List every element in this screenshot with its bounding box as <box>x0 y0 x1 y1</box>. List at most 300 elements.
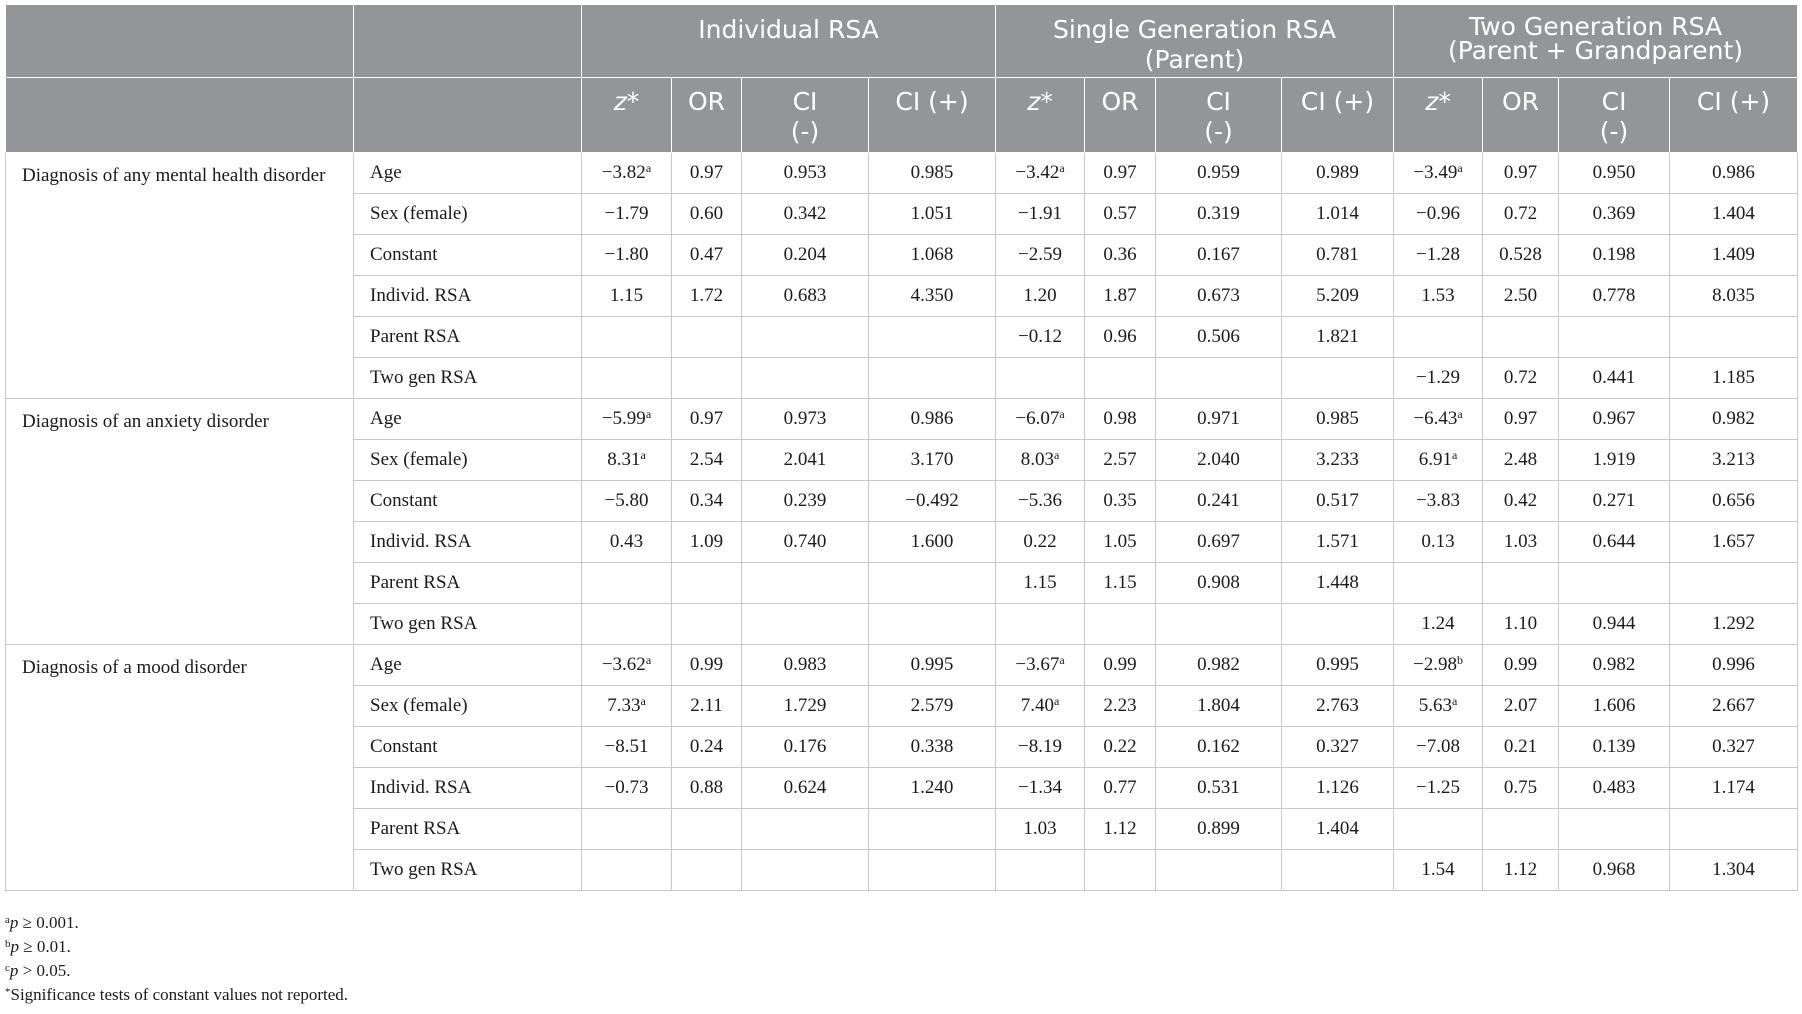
cell-value: 1.068 <box>910 244 954 265</box>
table-cell <box>582 686 672 727</box>
table-cell <box>1156 809 1282 850</box>
table-cell <box>1394 317 1483 358</box>
table-cell <box>1483 399 1559 440</box>
table-cell <box>582 850 672 891</box>
table-cell <box>1085 440 1156 481</box>
cell-value: −3.82 <box>601 162 646 183</box>
table-cell <box>1483 809 1559 850</box>
table-cell <box>1559 440 1670 481</box>
cell-value: 1.240 <box>910 777 954 798</box>
significance-marker: a <box>640 448 646 462</box>
diagnosis-label: Diagnosis of an anxiety disorder <box>6 399 354 645</box>
table-cell <box>1559 850 1670 891</box>
footnote-symbol: p <box>9 913 19 932</box>
table-cell <box>672 481 742 522</box>
variable-label: Constant <box>354 235 582 276</box>
table-cell <box>742 440 869 481</box>
cell-value: −5.80 <box>604 490 649 511</box>
variable-label: Parent RSA <box>354 809 582 850</box>
table-cell <box>869 481 996 522</box>
cell-value: 0.139 <box>1592 736 1636 757</box>
cell-value: 0.47 <box>689 244 724 265</box>
table-cell <box>1559 645 1670 686</box>
table-cell <box>996 358 1085 399</box>
col-or: OR <box>672 78 742 153</box>
table-cell <box>1282 317 1394 358</box>
table-cell <box>1156 235 1282 276</box>
cell-value: 0.162 <box>1197 736 1240 757</box>
table-cell <box>996 686 1085 727</box>
cell-value: 7.33 <box>607 695 641 716</box>
cell-value: 0.369 <box>1592 203 1636 224</box>
cell-value: 1.54 <box>1421 859 1455 880</box>
table-cell <box>742 727 869 768</box>
cell-value: 0.97 <box>1503 408 1538 429</box>
cell-value: −1.29 <box>1416 367 1461 388</box>
group-header-line1: Two Generation RSA <box>1469 12 1723 41</box>
cell-value: 1.051 <box>910 203 954 224</box>
cell-value: 0.167 <box>1197 244 1240 265</box>
cell-value: 3.213 <box>1712 449 1755 470</box>
table-cell <box>672 358 742 399</box>
table-cell <box>672 604 742 645</box>
table-cell <box>742 194 869 235</box>
table-cell <box>1559 727 1670 768</box>
table-cell <box>869 440 996 481</box>
table-cell <box>1085 317 1156 358</box>
table-cell <box>582 399 672 440</box>
table-cell <box>1156 686 1282 727</box>
table-cell <box>1670 809 1798 850</box>
cell-value: 2.54 <box>689 449 724 470</box>
cell-value: 0.982 <box>1712 408 1755 429</box>
cell-value: 1.05 <box>1103 531 1137 552</box>
table-cell <box>1394 727 1483 768</box>
table-cell <box>1085 153 1156 194</box>
footnote-text: ≥ 0.01. <box>19 937 71 956</box>
col-ci-minus <box>742 78 869 153</box>
cell-value: −1.34 <box>1018 777 1062 798</box>
cell-value: 0.338 <box>910 736 954 757</box>
significance-marker: a <box>1053 448 1060 462</box>
table-cell <box>1670 276 1798 317</box>
table-cell <box>1670 235 1798 276</box>
table-cell <box>672 440 742 481</box>
significance-marker: a <box>1457 161 1463 175</box>
cell-value: −5.36 <box>1018 490 1062 511</box>
cell-value: 1.15 <box>609 285 644 306</box>
table-cell <box>1085 399 1156 440</box>
cell-value: 0.944 <box>1592 613 1636 634</box>
significance-marker: a <box>1059 407 1065 421</box>
cell-value: −3.67 <box>1015 654 1060 675</box>
footnote-symbol: p <box>10 937 19 956</box>
table-cell <box>1559 768 1670 809</box>
table-cell <box>1282 399 1394 440</box>
cell-value: 0.24 <box>689 736 724 757</box>
col-z: z* <box>996 78 1085 153</box>
table-cell <box>1156 768 1282 809</box>
cell-value: 1.448 <box>1316 572 1359 593</box>
significance-marker: b <box>1457 653 1464 667</box>
table-cell <box>742 317 869 358</box>
table-cell <box>1394 809 1483 850</box>
group-header-individual: Individual RSA <box>582 5 996 78</box>
cell-value: −1.91 <box>1018 203 1062 224</box>
table-cell <box>1085 850 1156 891</box>
table-cell <box>996 563 1085 604</box>
cell-value: 1.12 <box>1103 818 1137 839</box>
cell-value: 1.919 <box>1592 449 1636 470</box>
table-row <box>6 399 1798 440</box>
cell-value: 0.985 <box>1316 408 1359 429</box>
table-cell <box>1483 686 1559 727</box>
table-cell <box>1282 563 1394 604</box>
table-cell <box>996 399 1085 440</box>
cell-value: 0.986 <box>1712 162 1755 183</box>
table-cell <box>742 686 869 727</box>
table-cell <box>1156 153 1282 194</box>
col-ci-sign: (-) <box>1599 117 1629 146</box>
table-cell <box>1559 522 1670 563</box>
cell-value: 0.271 <box>1592 490 1636 511</box>
cell-value: 0.34 <box>689 490 724 511</box>
variable-label: Sex (female) <box>354 440 582 481</box>
cell-value: 0.98 <box>1103 408 1137 429</box>
table-cell <box>1282 276 1394 317</box>
table-cell <box>672 276 742 317</box>
variable-label: Parent RSA <box>354 317 582 358</box>
cell-value: 6.91 <box>1418 449 1452 470</box>
cell-value: 8.03 <box>1020 449 1054 470</box>
table-cell <box>996 235 1085 276</box>
table-cell <box>869 317 996 358</box>
table-cell <box>1085 768 1156 809</box>
cell-value: 0.983 <box>783 654 827 675</box>
cell-value: 0.239 <box>783 490 827 511</box>
cell-value: 0.673 <box>1197 285 1240 306</box>
table-cell <box>1394 276 1483 317</box>
col-ci-plus: CI (+) <box>869 78 996 153</box>
table-cell <box>1670 358 1798 399</box>
cell-value: 0.517 <box>1316 490 1359 511</box>
table-cell <box>1394 358 1483 399</box>
table-cell <box>869 153 996 194</box>
cell-value: 0.899 <box>1197 818 1240 839</box>
table-cell <box>1559 563 1670 604</box>
cell-value: 2.763 <box>1316 695 1359 716</box>
cell-value: 2.11 <box>690 695 723 716</box>
cell-value: 1.304 <box>1712 859 1755 880</box>
table-cell <box>582 317 672 358</box>
table-cell <box>672 850 742 891</box>
cell-value: 0.342 <box>783 203 827 224</box>
table-cell <box>1559 276 1670 317</box>
table-cell <box>996 727 1085 768</box>
cell-value: 0.97 <box>689 408 724 429</box>
cell-value: 0.99 <box>1103 654 1137 675</box>
cell-value: −6.43 <box>1413 408 1458 429</box>
cell-value: 2.040 <box>1197 449 1240 470</box>
table-cell <box>1394 604 1483 645</box>
cell-value: 1.404 <box>1712 203 1755 224</box>
cell-value: 1.185 <box>1712 367 1755 388</box>
table-cell <box>1483 481 1559 522</box>
table-cell <box>672 645 742 686</box>
cell-value: 5.209 <box>1316 285 1359 306</box>
group-header-line2: (Parent + Grandparent) <box>1448 36 1744 65</box>
cell-value: 0.21 <box>1503 736 1538 757</box>
col-ci-sign: (-) <box>1204 117 1233 146</box>
table-cell <box>1282 809 1394 850</box>
cell-value: 0.967 <box>1592 408 1636 429</box>
table-cell <box>1156 727 1282 768</box>
table-cell <box>1483 563 1559 604</box>
table-cell <box>1394 768 1483 809</box>
table-cell <box>1085 809 1156 850</box>
table-cell <box>1085 604 1156 645</box>
cell-value: −0.96 <box>1416 203 1461 224</box>
table-cell <box>742 481 869 522</box>
table-cell <box>1394 153 1483 194</box>
table-cell <box>1483 358 1559 399</box>
cell-value: 1.09 <box>689 531 724 552</box>
cell-value: 0.327 <box>1712 736 1755 757</box>
table-cell <box>1282 194 1394 235</box>
table-cell <box>869 194 996 235</box>
table-cell <box>1483 645 1559 686</box>
cell-value: 0.483 <box>1592 777 1636 798</box>
cell-value: 0.973 <box>783 408 827 429</box>
table-cell <box>1282 440 1394 481</box>
table-cell <box>672 522 742 563</box>
table-cell <box>742 604 869 645</box>
cell-value: −6.07 <box>1015 408 1060 429</box>
table-cell <box>1483 768 1559 809</box>
table-cell <box>996 809 1085 850</box>
table-cell <box>582 153 672 194</box>
table-cell <box>1282 481 1394 522</box>
cell-value: 0.97 <box>1103 162 1137 183</box>
footnote-text: ≥ 0.001. <box>18 913 79 932</box>
table-cell <box>1559 358 1670 399</box>
cell-value: 1.10 <box>1503 613 1538 634</box>
table-cell <box>1282 235 1394 276</box>
header-blank <box>354 5 582 78</box>
table-cell <box>1483 235 1559 276</box>
table-cell <box>1156 522 1282 563</box>
cell-value: −1.80 <box>604 244 649 265</box>
significance-marker: a <box>1059 653 1065 667</box>
cell-value: 1.15 <box>1023 572 1057 593</box>
header-blank <box>6 78 354 153</box>
table-cell <box>1394 522 1483 563</box>
table-cell <box>672 563 742 604</box>
col-ci-label: CI <box>1601 87 1627 116</box>
table-cell <box>1670 604 1798 645</box>
table-cell <box>672 768 742 809</box>
table-cell <box>672 399 742 440</box>
table-cell <box>1156 399 1282 440</box>
footnote-marker: c <box>5 962 10 974</box>
variable-label: Individ. RSA <box>354 276 582 317</box>
table-cell <box>672 317 742 358</box>
cell-value: −8.19 <box>1018 736 1062 757</box>
table-cell <box>1282 768 1394 809</box>
table-cell <box>869 604 996 645</box>
table-cell <box>582 727 672 768</box>
cell-value: 3.170 <box>910 449 954 470</box>
cell-value: 1.12 <box>1503 859 1538 880</box>
table-cell <box>582 194 672 235</box>
table-cell <box>996 768 1085 809</box>
cell-value: 0.624 <box>783 777 827 798</box>
cell-value: −8.51 <box>604 736 649 757</box>
table-row <box>6 153 1798 194</box>
cell-value: 0.982 <box>1197 654 1240 675</box>
cell-value: 1.53 <box>1421 285 1455 306</box>
table-cell <box>1670 768 1798 809</box>
table-cell <box>1156 358 1282 399</box>
variable-label: Age <box>354 645 582 686</box>
cell-value: 0.327 <box>1316 736 1359 757</box>
cell-value: 0.13 <box>1421 531 1455 552</box>
group-header-two-generation <box>1394 5 1798 78</box>
cell-value: 0.953 <box>783 162 827 183</box>
table-cell <box>1670 481 1798 522</box>
table-cell <box>1670 850 1798 891</box>
cell-value: 4.350 <box>910 285 954 306</box>
table-cell <box>996 481 1085 522</box>
table-cell <box>672 153 742 194</box>
significance-marker: a <box>645 653 652 667</box>
cell-value: 1.804 <box>1197 695 1240 716</box>
table-cell <box>582 440 672 481</box>
table-cell <box>1559 153 1670 194</box>
cell-value: 0.971 <box>1197 408 1240 429</box>
significance-marker: a <box>1457 407 1463 421</box>
cell-value: −0.73 <box>604 777 649 798</box>
table-cell <box>1670 440 1798 481</box>
cell-value: −0.12 <box>1018 326 1062 347</box>
table-cell <box>1483 850 1559 891</box>
table-cell <box>742 276 869 317</box>
cell-value: 1.174 <box>1712 777 1755 798</box>
cell-value: 0.982 <box>1592 654 1636 675</box>
cell-value: 2.57 <box>1103 449 1137 470</box>
table-cell <box>672 235 742 276</box>
cell-value: −3.42 <box>1015 162 1060 183</box>
table-cell <box>1282 727 1394 768</box>
cell-value: −1.28 <box>1416 244 1461 265</box>
table-cell <box>1394 235 1483 276</box>
table-body <box>6 153 1798 891</box>
table-cell <box>869 276 996 317</box>
table-cell <box>1282 358 1394 399</box>
cell-value: −2.98 <box>1413 654 1458 675</box>
table-cell <box>1282 686 1394 727</box>
table-cell <box>1670 522 1798 563</box>
footnote <box>5 983 348 1007</box>
cell-value: 0.88 <box>689 777 724 798</box>
cell-value: 1.657 <box>1712 531 1755 552</box>
table-cell <box>582 809 672 850</box>
table-cell <box>1559 399 1670 440</box>
footnote <box>5 935 348 959</box>
cell-value: 0.35 <box>1103 490 1137 511</box>
table-cell <box>1394 686 1483 727</box>
cell-value: 0.985 <box>910 162 954 183</box>
table-cell <box>1559 604 1670 645</box>
table-cell <box>1282 604 1394 645</box>
table-cell <box>742 235 869 276</box>
cell-value: 3.233 <box>1316 449 1359 470</box>
cell-value: 1.126 <box>1316 777 1359 798</box>
cell-value: 1.729 <box>783 695 827 716</box>
table-cell <box>1156 194 1282 235</box>
table-cell <box>582 358 672 399</box>
table-cell <box>1670 727 1798 768</box>
variable-label: Age <box>354 153 582 194</box>
cell-value: 0.781 <box>1316 244 1359 265</box>
diagnosis-label: Diagnosis of a mood disorder <box>6 645 354 891</box>
cell-value: 7.40 <box>1020 695 1054 716</box>
cell-value: −1.79 <box>604 203 649 224</box>
table-cell <box>1394 481 1483 522</box>
table-cell <box>1394 399 1483 440</box>
cell-value: 0.36 <box>1103 244 1137 265</box>
variable-label: Individ. RSA <box>354 522 582 563</box>
table-cell <box>1085 235 1156 276</box>
cell-value: 1.87 <box>1103 285 1137 306</box>
cell-value: 1.03 <box>1023 818 1057 839</box>
cell-value: 0.989 <box>1316 162 1359 183</box>
table-cell <box>1670 645 1798 686</box>
variable-label: Two gen RSA <box>354 604 582 645</box>
cell-value: 1.404 <box>1316 818 1359 839</box>
variable-label: Two gen RSA <box>354 358 582 399</box>
cell-value: 0.740 <box>783 531 827 552</box>
table-cell <box>1670 194 1798 235</box>
significance-marker: a <box>1053 694 1060 708</box>
table-cell <box>996 276 1085 317</box>
table-cell <box>1394 850 1483 891</box>
table-cell <box>1670 563 1798 604</box>
cell-value: 0.778 <box>1592 285 1636 306</box>
cell-value: 0.644 <box>1592 531 1636 552</box>
table-cell <box>582 604 672 645</box>
header-blank <box>354 78 582 153</box>
table-cell <box>742 399 869 440</box>
cell-value: −3.83 <box>1416 490 1461 511</box>
table-cell <box>582 522 672 563</box>
table-cell <box>1559 809 1670 850</box>
cell-value: −7.08 <box>1416 736 1461 757</box>
table-cell <box>1394 194 1483 235</box>
cell-value: 0.319 <box>1197 203 1240 224</box>
table-cell <box>1282 850 1394 891</box>
cell-value: 1.606 <box>1592 695 1636 716</box>
cell-value: 0.97 <box>689 162 724 183</box>
col-or: OR <box>1085 78 1156 153</box>
table-cell <box>1483 727 1559 768</box>
cell-value: −5.99 <box>601 408 646 429</box>
table-cell <box>1483 153 1559 194</box>
cell-value: 0.99 <box>1503 654 1538 675</box>
table-cell <box>996 645 1085 686</box>
cell-value: 0.97 <box>1503 162 1538 183</box>
table-cell <box>869 563 996 604</box>
